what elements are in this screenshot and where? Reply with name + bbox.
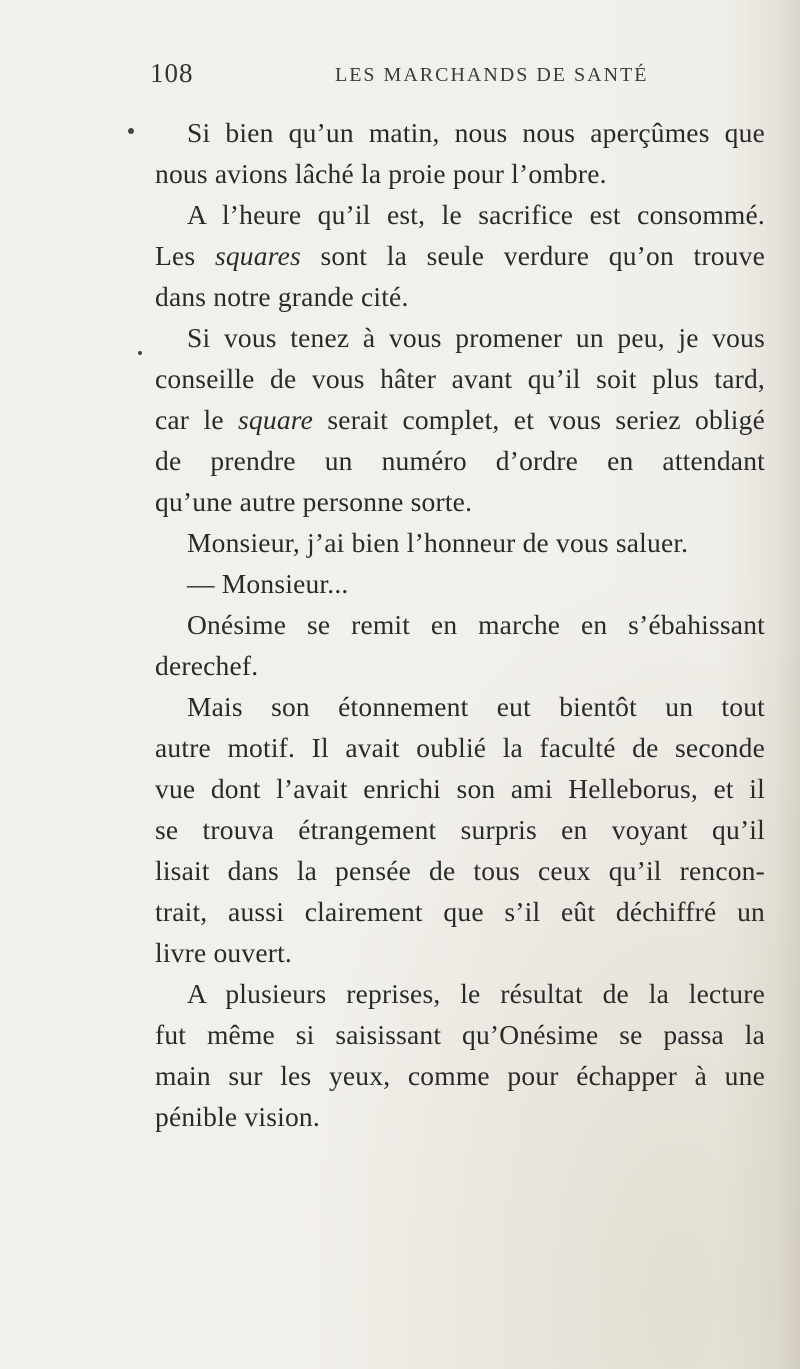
text-line: Si bien qu’un matin, nous nous aperçûmes que [187, 117, 765, 148]
page-number: 108 [150, 58, 194, 88]
text-line [155, 235, 765, 276]
text-line: derechef. [155, 650, 259, 681]
page-header [150, 58, 750, 98]
text-line: main sur les yeux, comme pour échapper à une [155, 1060, 765, 1091]
text-line [155, 399, 765, 440]
text-line: vue dont l’avait enrichi son ami Helleborus, et il [155, 773, 765, 804]
running-head: LES MARCHANDS DE SANTÉ [335, 64, 649, 86]
text-line: de prendre un numéro d’ordre en attendant [155, 445, 765, 476]
text-line: trait, aussi clairement que s’il eût déchiffré un [155, 896, 765, 927]
text-line-part: serait complet, et vous seriez obligé [313, 404, 765, 435]
text-line: A plusieurs reprises, le résultat de la lecture [187, 978, 765, 1009]
margin-dot-mark [128, 128, 134, 134]
body-text [155, 112, 765, 1137]
text-line: autre motif. Il avait oublié la faculté de seconde [155, 732, 765, 763]
italic-word: squares [214, 240, 301, 271]
text-line: dans notre grande cité. [155, 281, 409, 312]
text-line: Si vous tenez à vous promener un peu, je vous [187, 322, 765, 353]
text-line: conseille de vous hâter avant qu’il soit plus tard, [155, 363, 765, 394]
text-line: se trouva étrangement surpris en voyant qu’il [155, 814, 765, 845]
text-line: nous avions lâché la proie pour l’ombre. [155, 158, 607, 189]
text-line: lisait dans la pensée de tous ceux qu’il rencon- [155, 855, 765, 886]
text-line-part: sont la seule verdure qu’on trouve [300, 240, 765, 271]
text-line-part: car le [155, 404, 239, 435]
text-line: livre ouvert. [155, 937, 292, 968]
italic-word: square [238, 404, 314, 435]
text-line: pénible vision. [155, 1101, 320, 1132]
text-line: Monsieur, j’ai bien l’honneur de vous saluer. [187, 527, 689, 558]
text-line: Onésime se remit en marche en s’ébahissant [187, 609, 765, 640]
margin-dot-mark [138, 351, 142, 355]
text-line: Mais son étonnement eut bientôt un tout [187, 691, 765, 722]
text-line: — Monsieur... [187, 568, 349, 599]
text-line: qu’une autre personne sorte. [155, 486, 473, 517]
text-line-part: Les [155, 240, 215, 271]
text-line: A l’heure qu’il est, le sacrifice est consommé. [187, 199, 765, 230]
text-line: fut même si saisissant qu’Onésime se passa la [155, 1019, 765, 1050]
